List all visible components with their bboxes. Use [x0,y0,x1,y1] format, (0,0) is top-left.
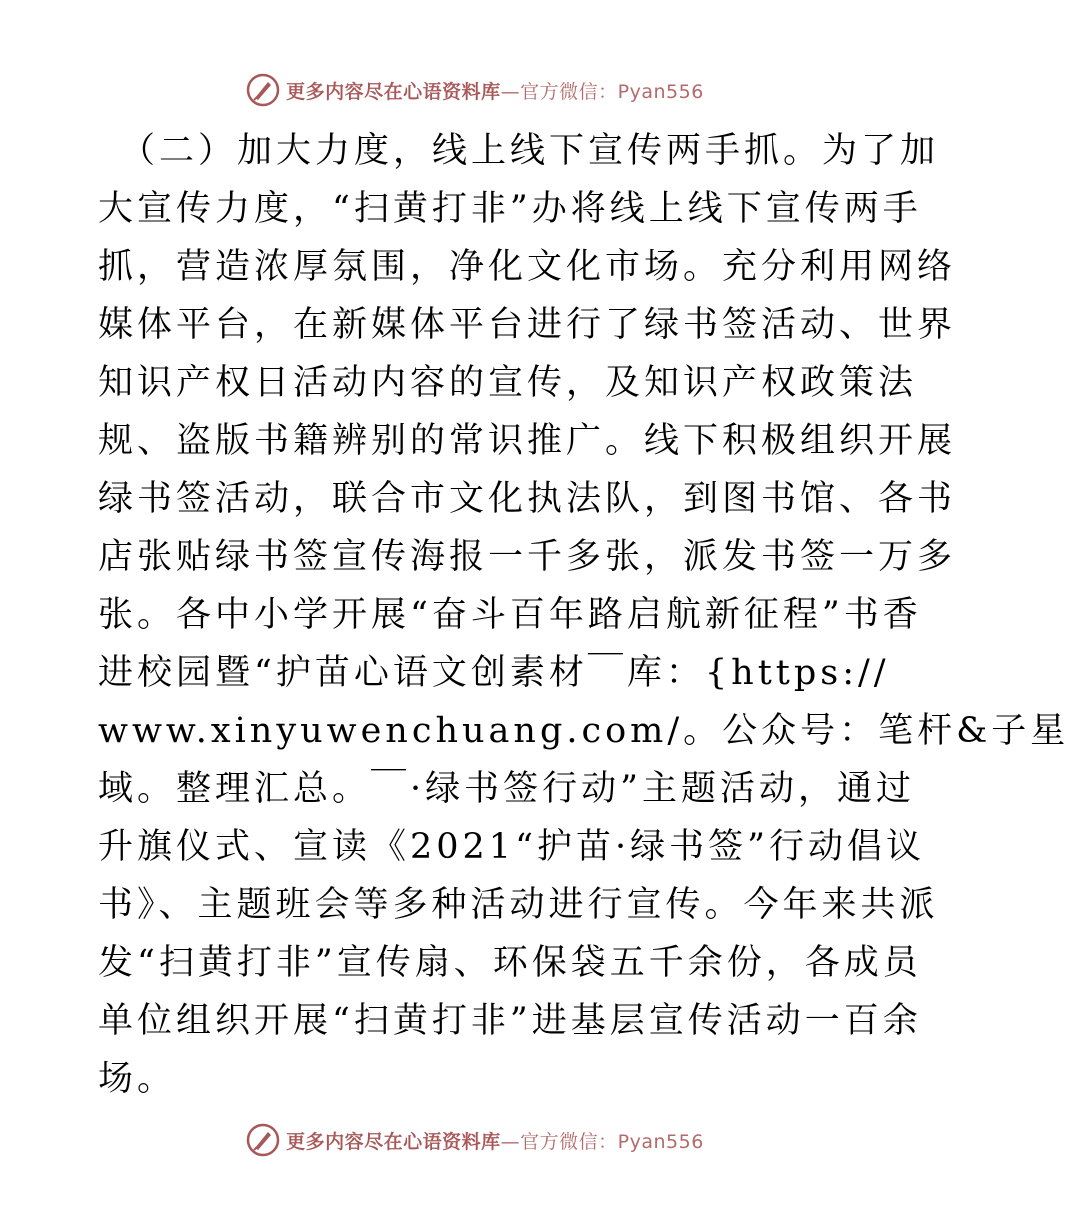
paragraph-line: 抓，营造浓厚氛围，净化文化市场。充分利用网络 [98,247,957,287]
banner-text-rest: —官方微信：Pyan556 [500,1130,704,1153]
banner-content [246,73,704,107]
paragraph-line: 绿书签活动，联合市文化执法队，到图书馆、各书 [98,479,957,519]
paragraph-line: 进校园暨“护苗心语文创素材￣库：{https:// [98,653,890,693]
paragraph-line: 张。各中小学开展“奋斗百年路启航新征程”书香 [98,595,922,635]
paragraph-line: www.xinyuwenchuang.com/。公众号：笔杆&子星 [98,711,1069,751]
banner-text-bold: 更多内容尽在心语资料库 [286,1130,501,1153]
banner-text-bold: 更多内容尽在心语资料库 [286,80,501,103]
paragraph-line: 域。整理汇总。￣·绿书签行动”主题活动，通过 [98,769,916,809]
paragraph-line: 升旗仪式、宣读《2021“护苗·绿书签”行动倡议 [98,827,925,867]
header-banner [0,70,950,110]
banner-content [246,1123,704,1157]
banner-text-rest: —官方微信：Pyan556 [500,80,704,103]
paragraph-line: 书》、主题班会等多种活动进行宣传。今年来共派 [98,885,939,925]
paragraph-line: 大宣传力度，“扫黄打非”办将线上线下宣传两手 [98,189,922,229]
paragraph-line: 知识产权日活动内容的宣传，及知识产权政策法 [98,363,918,403]
footer-banner [0,1120,950,1160]
document-body [98,122,1069,1108]
paragraph-line: 单位组织开展“扫黄打非”进基层宣传活动一百余 [98,1001,922,1041]
banner-text [286,1127,704,1154]
paragraph-line: 规、盗版书籍辨别的常识推广。线下积极组织开展 [98,421,957,461]
paragraph-line: 场。 [98,1059,177,1099]
quill-pen-logo-icon [246,73,280,107]
paragraph-line: 媒体平台，在新媒体平台进行了绿书签活动、世界 [98,305,957,345]
paragraph-line: （二）加大力度，线上线下宣传两手抓。为了加 [120,131,940,171]
paragraph-line: 发“扫黄打非”宣传扇、环保袋五千余份，各成员 [98,943,922,983]
paragraph-line: 店张贴绿书签宣传海报一千多张，派发书签一万多 [98,537,957,577]
banner-text [286,77,704,104]
quill-pen-logo-icon [246,1123,280,1157]
